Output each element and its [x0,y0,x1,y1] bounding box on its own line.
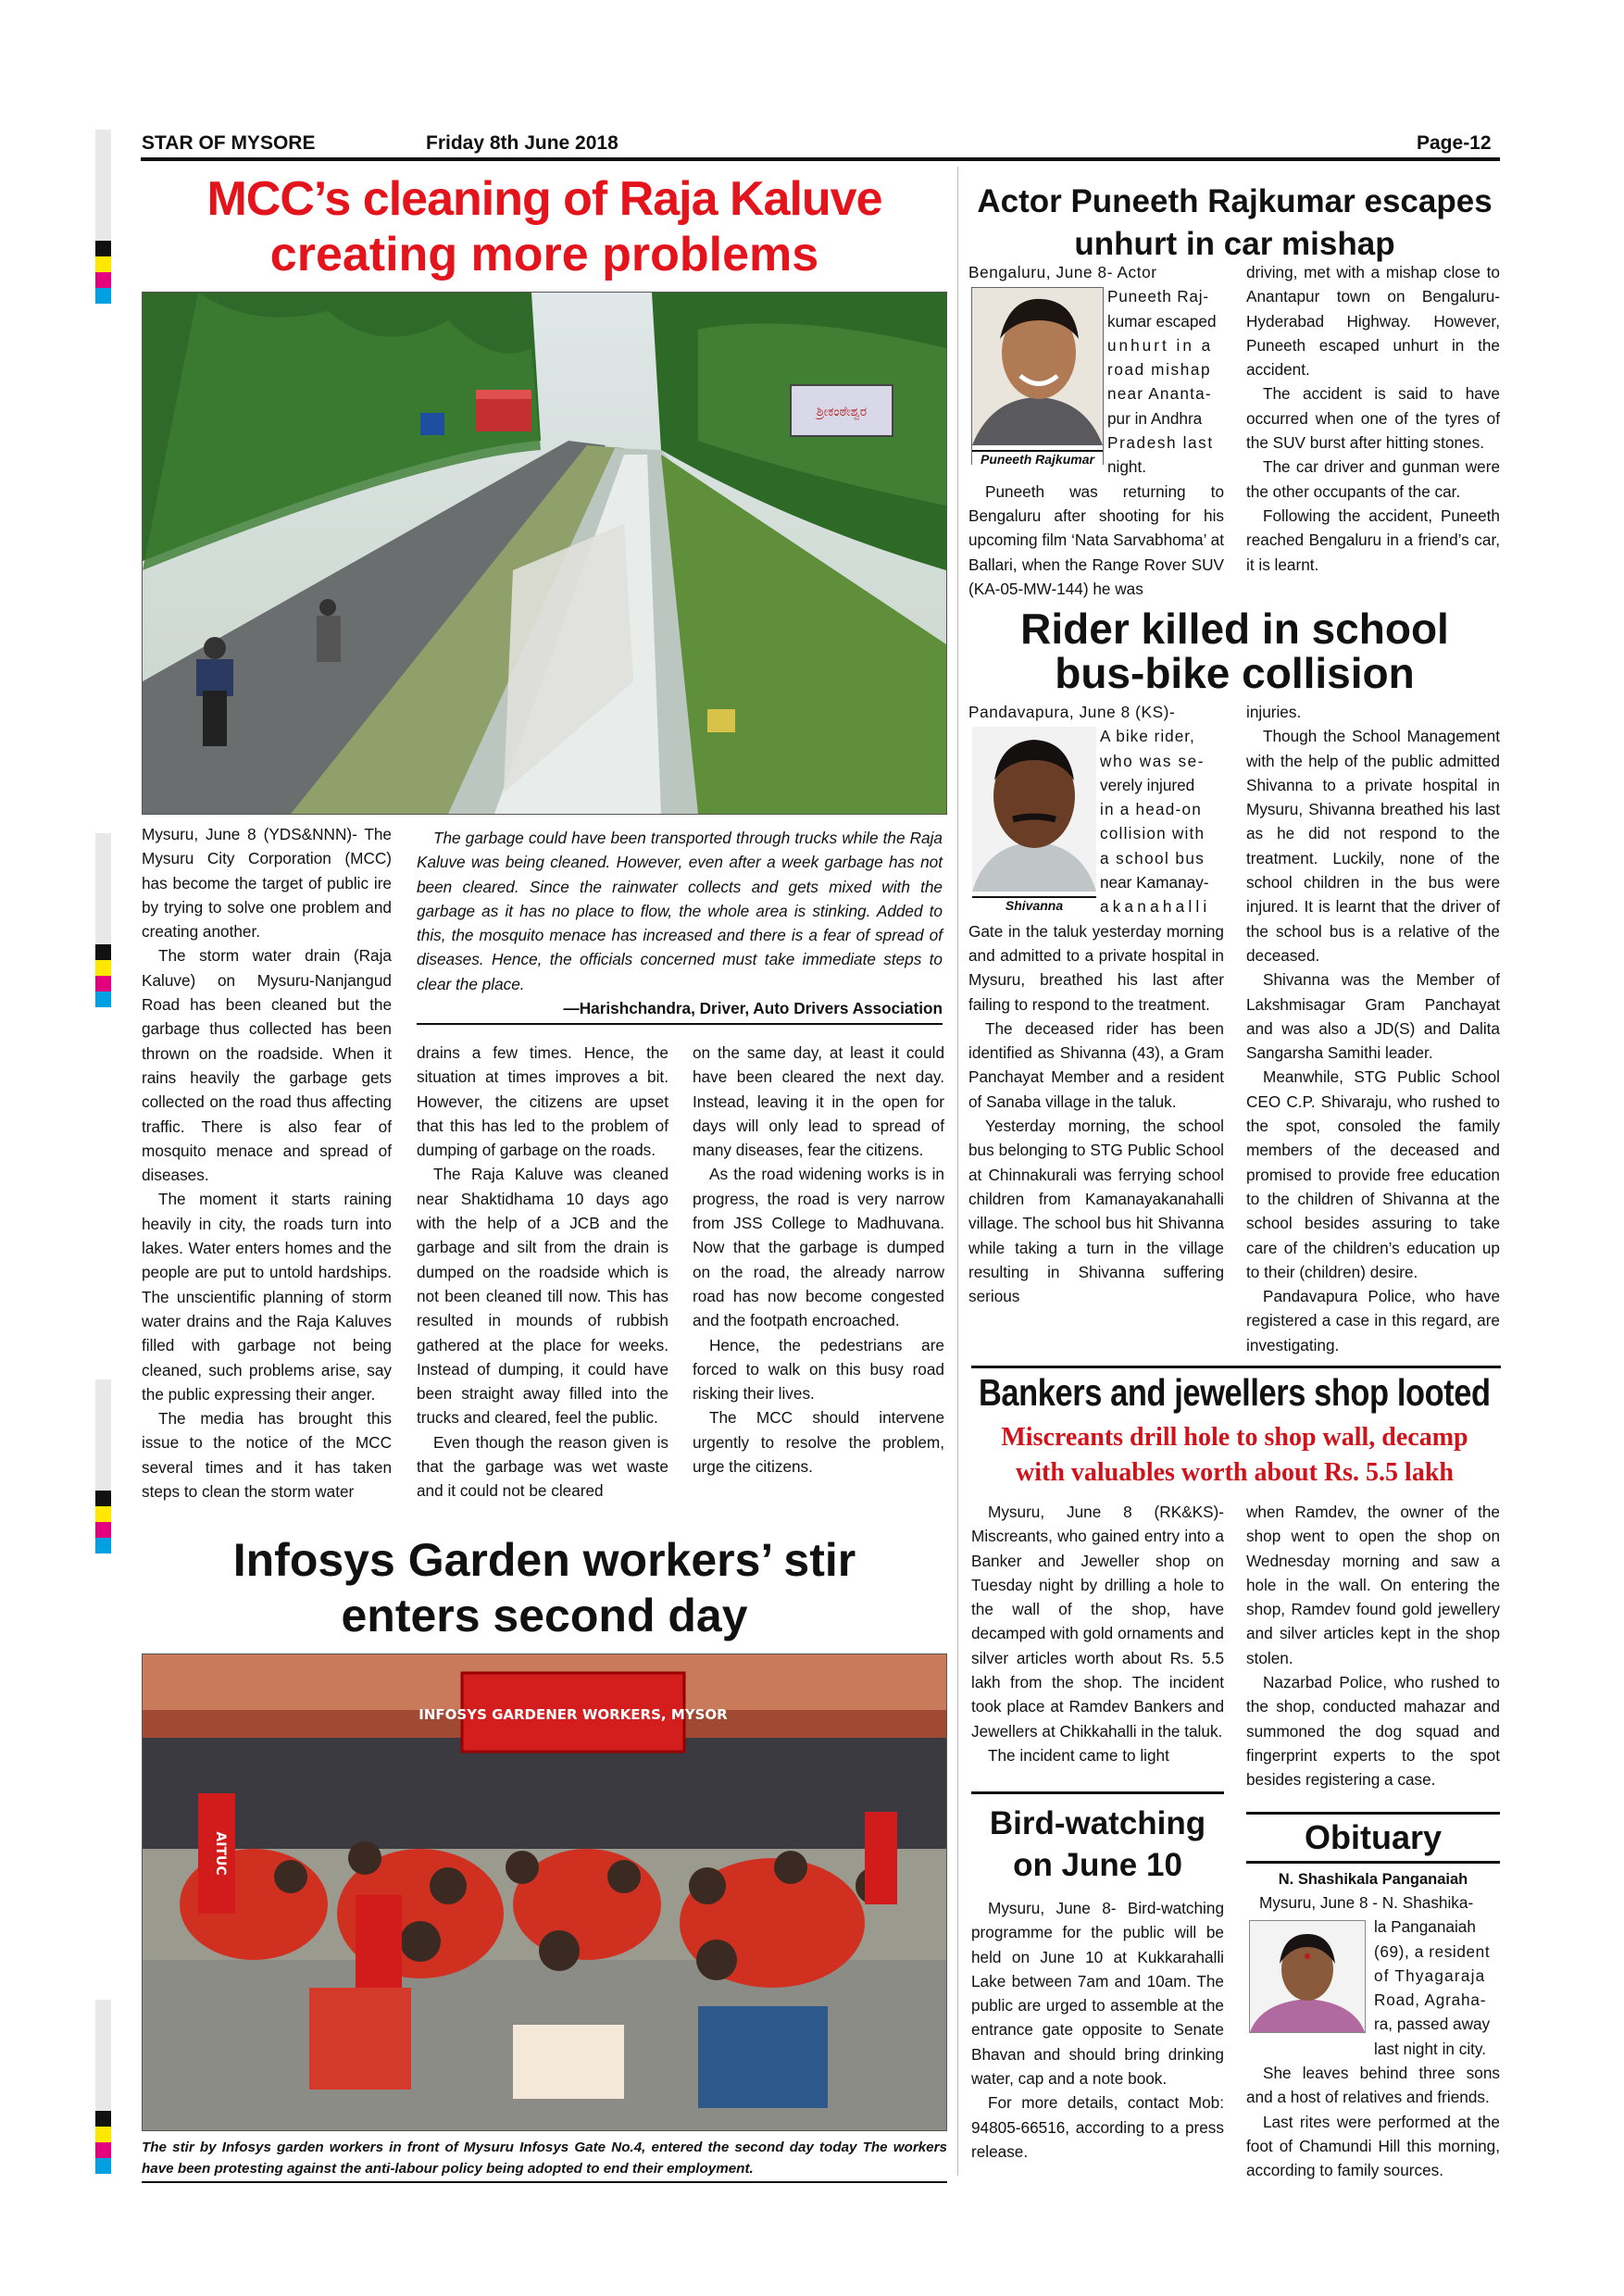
mcc-col2-para: drains a few times. Hence, the situation at times improves a bit. However, the citizens are upset that this has led to the problem of dumping of garbage on the roads. [417,1043,668,1160]
obituary-para: She leaves behind three sons and a host of relatives and friends. [1246,2064,1500,2107]
puneeth-dateline: Bengaluru, June 8- Actor [968,263,1157,281]
mcc-quote-box [417,826,943,1025]
puneeth-wrap-line: unhurt in a [1107,335,1214,355]
mcc-headline-line1: MCC’s cleaning of Raja Kaluve [206,172,882,226]
infosys-headline-line1: Infosys Garden workers’ stir [232,1534,856,1586]
rider-wrap-line: collision with [1100,824,1206,843]
bird-headline [971,1803,1224,1886]
issue-date: Friday 8th June 2018 [426,132,618,154]
puneeth-headline-line1: Actor Puneeth Rajkumar escapes [977,183,1493,219]
mcc-headline-line2: creating more problems [269,228,819,281]
bankers-subhead-line1: Miscreants drill hole to shop wall, decamp [1001,1423,1468,1452]
obituary-body [1246,1890,1500,2183]
bankers-subhead [968,1420,1501,1491]
puneeth-column-1 [968,260,1224,601]
rider-column-2 [1246,700,1500,1357]
rider-wrap-line: akanahalli [1100,897,1211,917]
registration-strip [95,2000,111,2174]
obituary-line: Mysuru, June 8 - N. Shashika- [1259,1893,1474,1912]
signboard-text: ಶ್ರೀಕಂಠೇಶ್ವರ [816,405,868,419]
mcc-headline [141,171,948,282]
rider-col2-para: Pandavapura Police, who have registered a case in this regard, are investigating. [1246,1287,1500,1354]
mcc-col2-para: Even though the reason given is that the garbage was wet waste and it could not be cleared [417,1432,668,1501]
mcc-quote-attribution: —Harishchandra, Driver, Auto Drivers Association [563,999,943,1018]
rider-dateline: Pandavapura, June 8 (KS)- [968,703,1176,721]
bankers-column-1 [971,1500,1224,1767]
obituary-line: la Panganaiah [1374,1917,1476,1937]
puneeth-wrap-line: pur in Andhra [1107,408,1203,428]
mcc-col3-para: The MCC should intervene urgently to resolve the problem, urge the citizens. [693,1408,944,1477]
mcc-quote: The garbage could have been transported through trucks while the Raja Kaluve was being cleaned. However, even after a week garbage has not been cleared. Since the rainwater collects and gets mixed with the garbage as it has no place to flow, the whole area is stinking. Added to this, the mosquito menace has increased and there is a fear of spread of diseases. Hence, the officials concerned must take immediate steps to clear the place. [417,829,943,993]
obituary-line: ra, passed away [1374,2015,1491,2034]
rider-col2-para: Shivanna was the Member of Lakshmisagar Gram Panchayat and was also a JD(S) and Dalita Sangarsha Samithi leader. [1246,970,1500,1063]
rider-wrap-line: who was se- [1100,751,1206,770]
mcc-column-3 [693,1041,944,1479]
rider-col2-para: Though the School Management with the help of the public admitted Shivanna to a private hospital in Mysuru, Shivanna breathed his last as he did not respond to the treatment. Luckily, none of the school children in the bus were injured. It is learnt that the driver of the school bus is a relative of the deceased. [1246,727,1500,965]
puneeth-headline-line2: unhurt in car mishap [1074,226,1395,262]
banner-text: INFOSYS GARDENER WORKERS, MYSOR [418,1706,728,1723]
infosys-headline [141,1532,948,1643]
rider-headline [968,606,1501,695]
obituary-line: Road, Agraha- [1374,1990,1487,2010]
rider-col2-para: Meanwhile, STG Public School CEO C.P. Shivaraju, who rushed to the spot, consoled the family members of the deceased and promised to provide free education to the children of Shivanna at the school besides assuring to take care of the children’s education up to their (children) desire. [1246,1067,1500,1281]
mcc-col1-para: The media has brought this issue to the notice of the MCC several times and it has taken steps to clean the storm water [142,1409,392,1502]
mcc-column-1 [142,822,392,1504]
rider-wrap-line: A bike rider, [1100,727,1195,746]
mcc-col3-para: Hence, the pedestrians are forced to walk on this busy road risking their lives. [693,1335,944,1404]
registration-strip [95,1379,111,1554]
puneeth-col2-para: Following the accident, Puneeth reached Bengaluru in a friend’s car, it is learnt. [1246,505,1500,574]
registration-strip [95,130,111,304]
bankers-subhead-line2: with valuables worth about Rs. 5.5 lakh [1016,1458,1454,1487]
bankers-column-2 [1246,1500,1500,1792]
bird-para: For more details, contact Mob: 94805-66516, according to a press release. [971,2093,1224,2161]
shivanna-photo-caption: Shivanna [972,896,1096,913]
rider-col1-para: Yesterday morning, the school bus belonging to STG Public School at Chinnakurali was ferrying school children from Kamanayakanahalli village. The school bus hit Shivanna while taking a turn in the village resulting in Shivanna suffering serious [968,1117,1224,1306]
mcc-col1-para: The moment it starts raining heavily in city, the roads turn into lakes. Water enters homes and the people are put to untold hardships. The unscientific planning of storm water drains and the Raja Kaluves filled with garbage not being cleaned, such problems arise, say the public expressing their anger. [142,1190,392,1404]
bird-para: Mysuru, June 8- Bird-watching programme for the public will be held on June 10 at Kukkarahalli Lake between 7am and 10am. The public are urged to assemble at the entrance gate opposite to Senate Bhavan and should bring drinking water, cap and a note book. [971,1899,1224,2089]
puneeth-wrap-line: kumar escaped [1107,311,1217,331]
page-number: Page-12 [1417,132,1492,154]
puneeth-wrap-line: near Ananta- [1107,384,1212,404]
puneeth-wrap-line: Pradesh last [1107,433,1214,453]
bankers-headline: Bankers and jewellers shop looted [978,1371,1491,1414]
mcc-col3-para: As the road widening works is in progress, the road is very narrow from JSS College to Madhuvana. Now that the garbage is dumped on the road, the already narrow road has now become congested and the footpath encroached. [693,1165,944,1330]
bankers-col2-para: Nazarbad Police, who rushed to the shop, conducted mahazar and summoned the dog squad and fingerprint experts to the spot besides registering a case. [1246,1673,1500,1790]
puneeth-wrap-line: night. [1107,457,1147,477]
infosys-headline-line2: enters second day [341,1590,748,1641]
bankers-col1-para: The incident came to light [988,1745,1169,1765]
rider-headline-line1: Rider killed in school [1020,605,1449,653]
infosys-protest-photo [142,1653,947,2131]
obituary-title: Obituary [1304,1818,1443,1856]
obituary-para: Last rites were performed at the foot of Chamundi Hill this morning, according to family sources. [1246,2112,1500,2180]
puneeth-wrap-line: road mishap [1107,360,1212,380]
obituary-top-rule [1246,1812,1500,1815]
bird-headline-line1: Bird-watching [989,1805,1206,1841]
rider-wrap-line: near Kamanay- [1100,873,1209,892]
mcc-column-2 [417,1041,668,1504]
paper-name: STAR OF MYSORE [142,132,316,154]
puneeth-headline [968,181,1501,266]
mcc-col3-para: on the same day, at least it could have been cleared the next day. Instead, leaving it in the open for days will only lead to spread of many diseases, fear the citizens. [693,1043,944,1160]
rider-wrap-line: a school bus [1100,848,1206,867]
puneeth-col2-para: The car driver and gunman were the other occupants of the car. [1246,457,1500,501]
mcc-col1-para: The storm water drain (Raja Kaluve) on Mysuru-Nanjangud Road has been cleaned but the garbage thus collected has been thrown on the roadside. When it rains heavily the garbage gets collected on the road thus affecting traffic. There is also fear of mosquito menace and spread of diseases. [142,946,392,1185]
puneeth-column-2 [1246,260,1500,577]
puneeth-col2-para: driving, met with a mishap close to Anantapur town on Bengaluru-Hyderabad Highway. However, Puneeth escaped unhurt in the accident. [1246,263,1500,380]
bankers-col1-para: Mysuru, June 8 (RK&KS)- Miscreants, who gained entry into a Banker and Jeweller shop on Tuesday night by drilling a hole to the wall of the shop, have decamped with gold ornaments and silver articles worth about Rs. 5.5 lakh from the shop. The incident took place at Ramdev Bankers and Jewellers at Chikkahalli in the taluk. [971,1503,1224,1741]
obituary-bottom-rule [1246,1861,1500,1864]
puneeth-col2-para: The accident is said to have occurred when one of the tyres of the SUV burst after hitting stones. [1246,384,1500,453]
registration-strip [95,833,111,1007]
bird-body [971,1896,1224,2164]
column-divider [957,167,958,2176]
quote-rule [417,1023,943,1025]
mcc-col1-para: Mysuru, June 8 (YDS&NNN)- The Mysuru City Corporation (MCC) has become the target of public ire by trying to solve one problem and creating another. [142,825,392,942]
raja-kaluve-photo [142,292,947,815]
bird-headline-line2: on June 10 [1013,1847,1182,1883]
puneeth-photo-caption: Puneeth Rajkumar [972,450,1103,467]
header-rule [141,157,1500,161]
caption-rule [142,2181,947,2183]
bird-top-rule [971,1791,1224,1794]
obituary-line: of Thyagaraja [1374,1965,1486,1985]
rider-column-1 [968,700,1224,1308]
puneeth-wrap-line: Puneeth Raj- [1107,287,1209,306]
obituary-line: (69), a resident [1374,1941,1491,1961]
rider-wrap-line: verely injured [1100,775,1195,794]
obituary-name: N. Shashikala Panganaiah [1278,1871,1468,1888]
rider-headline-line2: bus-bike collision [1055,649,1415,697]
rider-col1-para: The deceased rider has been identified as Shivanna (43), a Gram Panchayat Member and a resident of Sanaba village in the taluk. [968,1018,1224,1111]
rider-col2-para: injuries. [1246,703,1302,721]
bankers-col2-para: when Ramdev, the owner of the shop went to open the shop on Wednesday morning and saw a hole in the wall. On entering the shop, Ramdev found gold jewellery and silver articles kept in the shop stolen. [1246,1503,1500,1667]
flag-text: AITUC [213,1831,228,1876]
mcc-col2-para: The Raja Kaluve was cleaned near Shaktidhama 10 days ago with the help of a JCB and the garbage and silt from the drain is dumped on the roadside which is not been cleaned till now. This has resulted in mounds of rubbish gathered at the place for weeks. Instead of dumping, it could have been straight away filled into the trucks and cleared, feel the public. [417,1165,668,1428]
rider-col1-para: Gate in the taluk yesterday morning and admitted to a private hospital in Mysuru, breathed his last after failing to respond to the treatment. [968,921,1224,1014]
puneeth-col1-para: Puneeth was returning to Bengaluru after shooting for his upcoming film ‘Nata Sarvabhoma’ at Ballari, when the Range Rover SUV (KA-05-MW-144) he was [968,481,1224,598]
rider-wrap-line: in a head-on [1100,800,1202,819]
infosys-caption: The stir by Infosys garden workers in front of Mysuru Infosys Gate No.4, entered the second day today The workers have been protesting against the anti-labour policy being adopted to end their employment. [142,2140,947,2177]
obituary-line: last night in city. [1374,2039,1486,2058]
